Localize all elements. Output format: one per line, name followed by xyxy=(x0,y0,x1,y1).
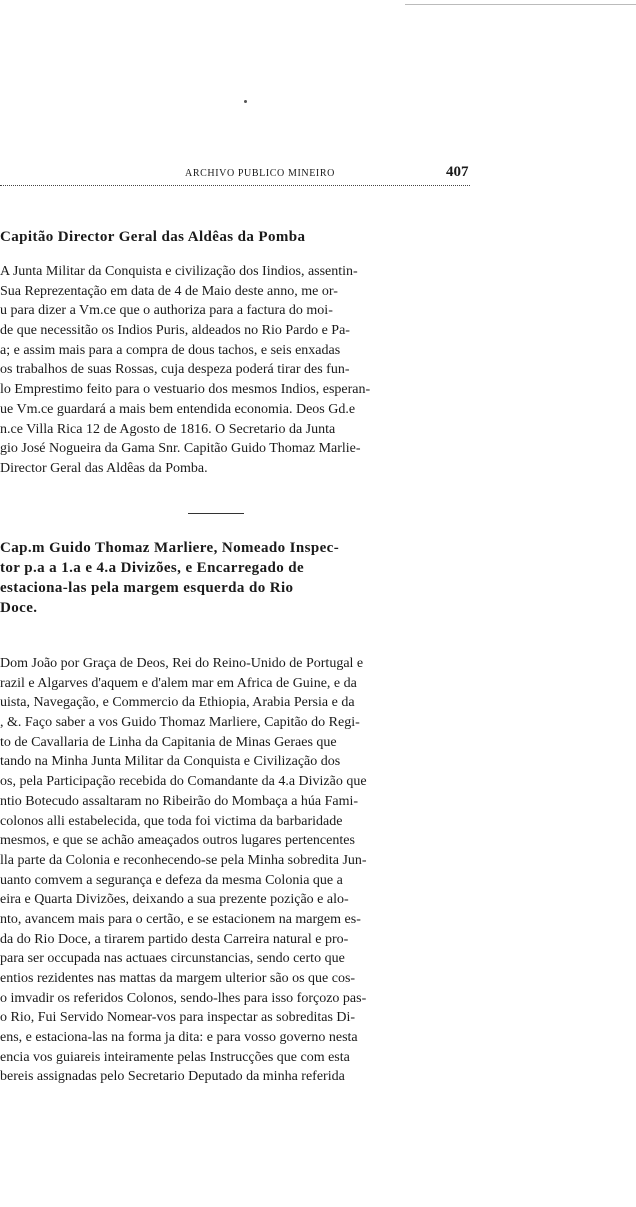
body-line: lo Emprestimo feito para o vestuario dos mesmos Indios, esperan- xyxy=(0,382,371,398)
section-body xyxy=(0,262,470,479)
body-line: lla parte da Colonia e reconhecendo-se pela Minha sobredita Jun- xyxy=(0,852,367,868)
section-title xyxy=(0,538,470,618)
section-title-line: Cap.m Guido Thomaz Marliere, Nomeado Inspec- xyxy=(0,540,340,556)
body-line: entios rezidentes nas mattas da margem ulterior são os que cos- xyxy=(0,971,356,986)
body-line: de que necessitão os Indios Puris, aldeados no Rio Pardo e Pa- xyxy=(0,323,350,339)
body-line: nto, avancem mais para o certão, e se estacionem na margem es- xyxy=(0,911,361,927)
top-edge-rule xyxy=(405,4,636,5)
section-title-line: Doce. xyxy=(0,600,38,616)
section-title-line: estaciona-las pela margem esquerda do Rio xyxy=(0,580,294,596)
body-line: uanto comvem a segurança e defeza da mesma Colonia que a xyxy=(0,872,343,888)
section-title xyxy=(0,227,470,247)
body-line: os trabalhos de suas Rossas, cuja despeza poderá tirar des fun- xyxy=(0,362,350,378)
body-line: os, pela Participação recebida do Comandante da 4.a Divizão que xyxy=(0,774,367,790)
body-line: , &. Faço saber a vos Guido Thomaz Marliere, Capitão do Regi- xyxy=(0,715,360,731)
section-title-line: Capitão Director Geral das Aldêas da Pomba xyxy=(0,229,306,245)
body-line: razil e Algarves d'aquem e d'alem mar em Africa de Guine, e da xyxy=(0,675,357,691)
body-line: ntio Botecudo assaltaram no Ribeirão do Mombaça a húa Fami- xyxy=(0,793,359,809)
page-number: 407 xyxy=(446,164,469,180)
scan-speck xyxy=(244,100,247,103)
body-line: bereis assignadas pelo Secretario Deputado da minha referida xyxy=(0,1069,345,1085)
running-head: ARCHIVO PUBLICO MINEIRO xyxy=(185,168,335,179)
body-line: gio José Nogueira da Gama Snr. Capitão Guido Thomaz Marlie- xyxy=(0,441,361,457)
body-line: n.ce Villa Rica 12 de Agosto de 1816. O Secretario da Junta xyxy=(0,421,336,437)
body-line: eira e Quarta Divizões, deixando a sua prezente pozição e alo- xyxy=(0,892,349,908)
body-line: tando na Minha Junta Militar da Conquista e Civilização dos xyxy=(0,754,341,770)
body-line: Sua Reprezentação em data de 4 de Maio deste anno, me or- xyxy=(0,283,338,299)
header-rule xyxy=(0,185,470,186)
body-line: colonos alli estabelecida, que toda foi victima da barbaridade xyxy=(0,813,343,829)
body-line: ue Vm.ce guardará a mais bem entendida economia. Deos Gd.e xyxy=(0,401,356,417)
section-title-line: tor p.a a 1.a e 4.a Divizões, e Encarregado de xyxy=(0,560,305,576)
body-line: para ser occupada nas actuaes circunstancias, sendo certo que xyxy=(0,951,345,967)
body-line: o imvadir os referidos Colonos, sendo-lhes para isso forçozo pas- xyxy=(0,990,367,1006)
body-line: a; e assim mais para a compra de dous tachos, e seis enxadas xyxy=(0,342,341,358)
body-line: mesmos, e que se achão ameaçados outros lugares pertencentes xyxy=(0,833,355,849)
body-line: ens, e estaciona-las na forma ja dita: e para vosso governo nesta xyxy=(0,1030,358,1046)
body-line: A Junta Militar da Conquista e civilização dos Iindios, assentin- xyxy=(0,264,358,279)
section-body xyxy=(0,654,470,1087)
body-line: Dom João por Graça de Deos, Rei do Reino-Unido de Portugal e xyxy=(0,656,364,671)
body-line: da do Rio Doce, a tirarem partido desta Carreira natural e pro- xyxy=(0,931,349,947)
body-line: Director Geral das Aldêas da Pomba. xyxy=(0,460,208,476)
body-line: encia vos guiareis inteiramente pelas Instrucções que com esta xyxy=(0,1049,350,1065)
section-separator xyxy=(188,513,244,514)
body-line: to de Cavallaria de Linha da Capitania de Minas Geraes que xyxy=(0,734,337,750)
body-line: o Rio, Fui Servido Nomear-vos para inspectar as sobreditas Di- xyxy=(0,1010,356,1026)
body-line: u para dizer a Vm.ce que o authoriza para a factura do moi- xyxy=(0,303,333,319)
body-line: uista, Navegação, e Commercio da Ethiopia, Arabia Persia e da xyxy=(0,695,355,711)
